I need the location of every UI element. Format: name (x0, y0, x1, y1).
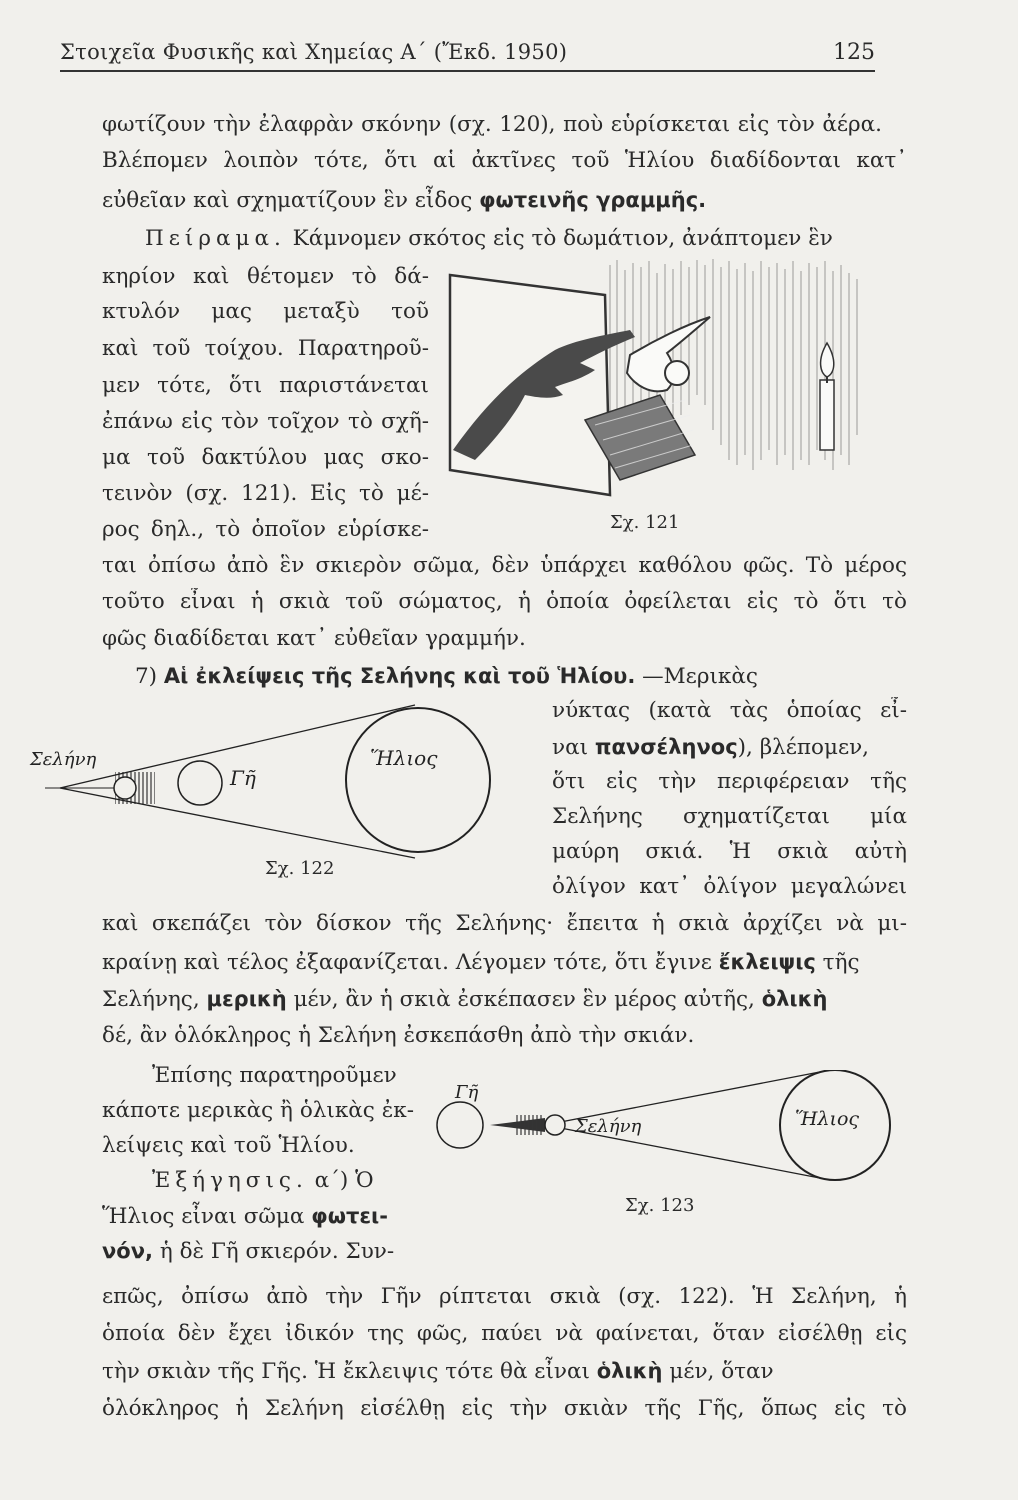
text-line (102, 948, 907, 977)
spaced-heading: Ἐξήγησις. (152, 1168, 308, 1193)
bold-term: νόν, (102, 1239, 154, 1263)
figure-122-caption: Σχ. 122 (265, 858, 335, 879)
section-number: 7) (135, 664, 164, 689)
text-line: φῶς διαδίδεται κατ᾿ εὐθεῖαν γραμμήν. (102, 626, 526, 651)
text-line (552, 733, 907, 762)
text-span: ), βλέπομεν, (737, 735, 870, 760)
text-line: ται ὀπίσω ἀπὸ ἓν σκιερὸν σῶμα, δὲν ὑπάρχει καθόλου φῶς. Τὸ μέρος (102, 553, 907, 578)
text-line: κηρίον καὶ θέτομεν τὸ δά- (102, 264, 429, 289)
text-line: φωτίζουν τὴν ἐλαφρὰν σκόνην (σχ. 120), ποὺ εὑρίσκεται εἰς τὸν ἀέρα. (102, 112, 882, 137)
text-line (152, 1167, 374, 1195)
text-line: ρος δηλ., τὸ ὁποῖον εὑρίσκε- (102, 517, 429, 542)
text-span: —Μερικὰς (642, 664, 758, 689)
text-span: εὐθεῖαν καὶ σχηματίζουν ἓν εἶδος (102, 188, 473, 213)
text-span: Κάμνομεν σκότος εἰς τὸ δωμάτιον, ἀνάπτομεν ἓν (292, 226, 833, 251)
text-line: λείψεις καὶ τοῦ Ἡλίου. (102, 1133, 355, 1158)
label-moon: Σελήνη (575, 1116, 642, 1137)
figure-123-caption: Σχ. 123 (625, 1195, 695, 1216)
text-span: τὴν σκιὰν τῆς Γῆς. Ἡ ἔκλειψις τότε θὰ εἶναι (102, 1359, 597, 1384)
text-line: κάποτε μερικὰς ἢ ὁλικὰς ἐκ- (102, 1098, 414, 1123)
text-span: Ἥλιος εἶναι σῶμα (102, 1204, 312, 1229)
text-line: ὁποία δὲν ἔχει ἰδικόν της φῶς, παύει νὰ φαίνεται, ὅταν εἰσέλθῃ εἰς (102, 1321, 907, 1346)
text-line: επῶς, ὀπίσω ἀπὸ τὴν Γῆν ρίπτεται σκιὰ (σχ. 122). Ἡ Σελήνη, ἡ (102, 1284, 907, 1309)
label-sun: Ἥλιος (370, 746, 438, 770)
text-span: α΄) Ὁ (307, 1168, 374, 1193)
bold-term: ὁλικὴ (761, 987, 828, 1011)
bold-term: φωτει- (311, 1204, 388, 1228)
label-earth: Γῆ (230, 766, 256, 790)
text-line (102, 985, 907, 1014)
text-line (145, 225, 905, 253)
text-span: μέν, ἂν ἡ σκιὰ ἐσκέπασεν ἓν μέρος αὐτῆς, (286, 987, 762, 1012)
text-line (102, 1357, 907, 1386)
header-rule (60, 70, 875, 72)
bold-term: μερικὴ (206, 987, 287, 1011)
text-line: Σελήνης σχηματίζεται μία (552, 804, 907, 829)
running-header (60, 40, 875, 80)
text-span: ναι (552, 735, 595, 760)
text-span: ἡ δὲ Γῆ σκιερόν. Συν- (153, 1239, 395, 1264)
text-line: κτυλόν μας μεταξὺ τοῦ (102, 299, 429, 324)
text-line: τεινὸν (σχ. 121). Εἰς τὸ μέ- (102, 481, 429, 506)
figure-121-finger-shadow (445, 255, 885, 515)
text-line: ἐπάνω εἰς τὸν τοῖχον τὸ σχῆ- (102, 409, 429, 434)
text-span: Σελήνης, (102, 987, 207, 1012)
text-line: τοῦτο εἶναι ἡ σκιὰ τοῦ σώματος, ἡ ὁποία ὀφείλεται εἰς τὸ ὅτι τὸ (102, 589, 907, 614)
bold-term: φωτεινῆς γραμμῆς. (479, 188, 707, 212)
text-line: ὀλίγον κατ᾿ ὀλίγον μεγαλώνει (552, 874, 907, 899)
text-line: μεν τότε, ὅτι παριστάνεται (102, 373, 429, 398)
text-span: τῆς (815, 950, 860, 975)
page-number: 125 (833, 40, 875, 65)
text-line: δέ, ἂν ὁλόκληρος ἡ Σελήνη ἐσκεπάσθη ἀπὸ τὴν σκιάν. (102, 1023, 695, 1048)
bold-term: πανσέληνος (594, 735, 738, 759)
label-moon: Σελήνη (30, 749, 97, 770)
text-line (102, 186, 706, 215)
text-span: κραίνῃ καὶ τέλος ἐξαφανίζεται. Λέγομεν τότε, ὅτι ἔγινε (102, 950, 719, 975)
figure-123-solar-eclipse (435, 1070, 905, 1190)
label-sun: Ἥλιος (795, 1108, 860, 1130)
text-line: Βλέπομεν λοιπὸν τότε, ὅτι αἱ ἀκτῖνες τοῦ Ἡλίου διαδίδονται κατ᾿ (102, 148, 907, 173)
text-line: ὁλόκληρος ἡ Σελήνη εἰσέλθῃ εἰς τὴν σκιὰν τῆς Γῆς, ὅπως εἰς τὸ (102, 1396, 907, 1421)
bold-term: ἔκλειψις (718, 950, 816, 974)
text-line (102, 1202, 388, 1231)
figure-122-lunar-eclipse (25, 690, 545, 865)
bold-term: ὁλικὴ (596, 1359, 663, 1383)
text-span: μέν, ὅταν (662, 1359, 774, 1384)
book-title: Στοιχεῖα Φυσικῆς καὶ Χημείας Α΄ (Ἔκδ. 1950) (60, 40, 568, 64)
section-heading (135, 662, 758, 691)
text-line (102, 1237, 394, 1266)
text-line: νύκτας (κατὰ τὰς ὁποίας εἶ- (552, 698, 907, 723)
text-line: καὶ τοῦ τοίχου. Παρατηροῦ- (102, 336, 429, 361)
text-line: μαύρη σκιά. Ἡ σκιὰ αὐτὴ (552, 839, 907, 864)
text-line: καὶ σκεπάζει τὸν δίσκον τῆς Σελήνης· ἔπειτα ἡ σκιὰ ἀρχίζει νὰ μι- (102, 911, 907, 936)
text-line: μα τοῦ δακτύλου μας σκο- (102, 445, 429, 470)
spaced-heading: Πείραμα. (145, 226, 286, 251)
figure-121-caption: Σχ. 121 (610, 512, 680, 533)
text-line: ὅτι εἰς τὴν περιφέρειαν τῆς (552, 769, 907, 794)
section-title: Αἱ ἐκλείψεις τῆς Σελήνης καὶ τοῦ Ἡλίου. (163, 664, 636, 688)
label-earth: Γῆ (455, 1082, 479, 1103)
text-line: Ἐπίσης παρατηροῦμεν (152, 1063, 397, 1088)
